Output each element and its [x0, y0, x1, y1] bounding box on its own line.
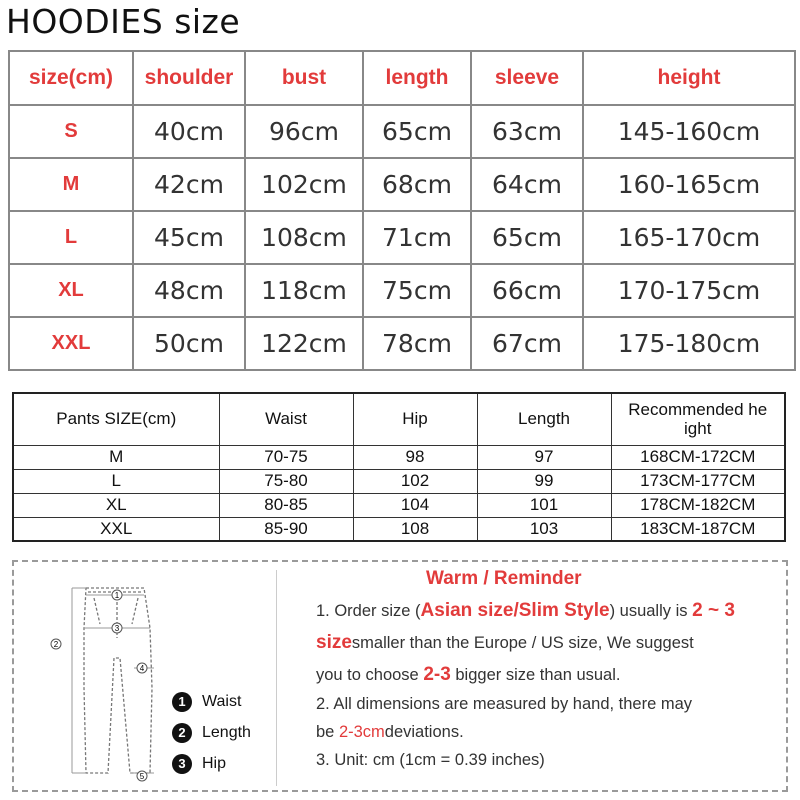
note-text: 3. Unit: cm (1cm = 0.39 inches) — [316, 751, 545, 769]
table-cell: 108cm — [245, 211, 363, 264]
note-text: ) usually is — [609, 602, 693, 620]
table-cell: 68cm — [363, 158, 471, 211]
reminder-box — [12, 560, 788, 792]
hoodie-header-sleeve: sleeve — [471, 51, 583, 105]
pants-size-table — [12, 392, 786, 542]
legend-number-3: 3 — [172, 754, 192, 774]
table-cell: 103 — [477, 517, 611, 541]
table-cell: 63cm — [471, 105, 583, 158]
note-highlight: size — [316, 632, 352, 653]
table-cell: 78cm — [363, 317, 471, 370]
hoodie-header-row — [9, 51, 795, 105]
hoodie-header-size: size(cm) — [9, 51, 133, 105]
table-cell: 178CM-182CM — [611, 493, 785, 517]
table-cell: 97 — [477, 445, 611, 469]
hoodie-size-table — [8, 50, 796, 371]
table-cell: 122cm — [245, 317, 363, 370]
table-cell: 67cm — [471, 317, 583, 370]
table-cell: 66cm — [471, 264, 583, 317]
hoodie-header-shoulder: shoulder — [133, 51, 245, 105]
table-cell: L — [9, 211, 133, 264]
table-cell: XXL — [9, 317, 133, 370]
table-cell: 75-80 — [219, 469, 353, 493]
table-cell: 145-160cm — [583, 105, 795, 158]
table-cell: 175-180cm — [583, 317, 795, 370]
note-text: 2. All dimensions are measured by hand, there may — [316, 695, 693, 713]
table-cell: 64cm — [471, 158, 583, 211]
legend-length — [172, 723, 282, 743]
table-cell: 80-85 — [219, 493, 353, 517]
note-text: you to choose — [316, 666, 424, 684]
pants-header-length: Length — [477, 393, 611, 445]
table-cell: 42cm — [133, 158, 245, 211]
note-highlight: Asian size/Slim Style — [420, 600, 610, 621]
pants-header-recommended-height: Recommended he ight — [611, 393, 785, 445]
table-cell: 98 — [353, 445, 477, 469]
table-cell: 70-75 — [219, 445, 353, 469]
pants-header-size: Pants SIZE(cm) — [13, 393, 219, 445]
table-cell: 75cm — [363, 264, 471, 317]
divider — [276, 570, 277, 786]
marker-2: 2 — [53, 640, 59, 649]
table-row — [9, 264, 795, 317]
note-2-line-2 — [316, 723, 464, 742]
table-cell: S — [9, 105, 133, 158]
note-text: deviations. — [384, 723, 464, 741]
table-cell: M — [13, 445, 219, 469]
legend-number-1: 1 — [172, 692, 192, 712]
table-row — [9, 105, 795, 158]
legend-label-waist: Waist — [202, 693, 242, 710]
table-row — [13, 493, 785, 517]
table-cell: 173CM-177CM — [611, 469, 785, 493]
note-3 — [316, 751, 545, 770]
table-row — [9, 317, 795, 370]
marker-4: 4 — [139, 664, 145, 673]
table-cell: 108 — [353, 517, 477, 541]
pants-header-hip: Hip — [353, 393, 477, 445]
hoodie-header-height: height — [583, 51, 795, 105]
table-cell: 50cm — [133, 317, 245, 370]
note-1-line-2 — [316, 632, 694, 654]
legend-label-hip: Hip — [202, 755, 227, 772]
page-title: HOODIES size — [6, 2, 241, 41]
table-cell: 101 — [477, 493, 611, 517]
hoodie-header-length: length — [363, 51, 471, 105]
table-cell: 71cm — [363, 211, 471, 264]
pants-header-waist: Waist — [219, 393, 353, 445]
table-cell: M — [9, 158, 133, 211]
note-text: smaller than the Europe / US size, We suggest — [351, 634, 694, 652]
table-cell: 96cm — [245, 105, 363, 158]
table-cell: 40cm — [133, 105, 245, 158]
note-highlight: 2-3 — [423, 664, 451, 685]
table-cell: 99 — [477, 469, 611, 493]
note-highlight: 2 ~ 3 — [692, 600, 735, 621]
table-cell: XL — [13, 493, 219, 517]
reminder-title: Warm / Reminder — [426, 568, 582, 589]
hoodie-header-bust: bust — [245, 51, 363, 105]
marker-3: 3 — [114, 624, 120, 633]
table-cell: 168CM-172CM — [611, 445, 785, 469]
table-cell: 102 — [353, 469, 477, 493]
legend-label-length: Length — [202, 724, 251, 741]
table-cell: 170-175cm — [583, 264, 795, 317]
legend-number-2: 2 — [172, 723, 192, 743]
note-text: 1. Order size ( — [316, 602, 421, 620]
table-row — [13, 517, 785, 541]
note-text: bigger size than usual. — [450, 666, 621, 684]
pants-measurement-figure — [34, 568, 184, 788]
table-cell: XXL — [13, 517, 219, 541]
note-1-line-1 — [316, 600, 735, 622]
table-row — [13, 445, 785, 469]
marker-1: 1 — [114, 591, 120, 600]
note-highlight: 2-3cm — [338, 723, 385, 741]
marker-5: 5 — [139, 772, 145, 781]
note-1-line-3 — [316, 664, 621, 686]
table-cell: 165-170cm — [583, 211, 795, 264]
table-cell: 183CM-187CM — [611, 517, 785, 541]
table-row — [9, 158, 795, 211]
note-text: be — [316, 723, 339, 741]
note-2-line-1 — [316, 695, 692, 714]
table-cell: 118cm — [245, 264, 363, 317]
pants-header-row — [13, 393, 785, 445]
table-row — [13, 469, 785, 493]
legend-hip — [172, 754, 282, 774]
table-cell: 160-165cm — [583, 158, 795, 211]
table-row — [9, 211, 795, 264]
table-cell: 65cm — [363, 105, 471, 158]
table-cell: 45cm — [133, 211, 245, 264]
table-cell: 48cm — [133, 264, 245, 317]
legend-waist — [172, 692, 282, 712]
table-cell: XL — [9, 264, 133, 317]
table-cell: 102cm — [245, 158, 363, 211]
table-cell: 104 — [353, 493, 477, 517]
table-cell: 65cm — [471, 211, 583, 264]
table-cell: L — [13, 469, 219, 493]
table-cell: 85-90 — [219, 517, 353, 541]
